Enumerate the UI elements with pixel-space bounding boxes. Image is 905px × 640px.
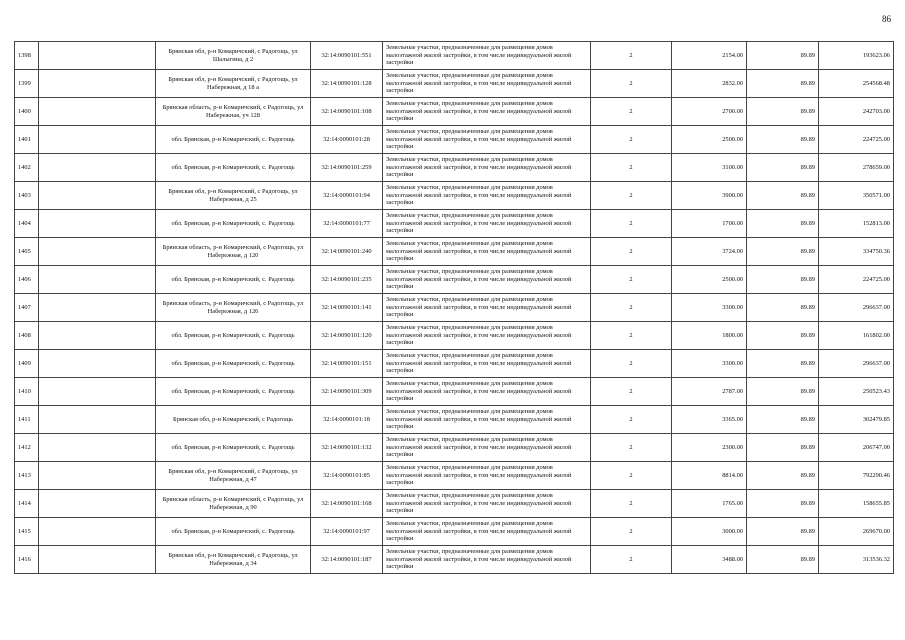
area-cell: 3100.00 bbox=[672, 154, 747, 182]
spacer-cell bbox=[39, 434, 156, 462]
spacer-cell bbox=[39, 518, 156, 546]
rate-cell: 89.89 bbox=[747, 182, 819, 210]
row-number: 1401 bbox=[15, 126, 39, 154]
category-cell: 2 bbox=[591, 266, 672, 294]
cadastral-value-cell: 242703.00 bbox=[819, 98, 894, 126]
rate-cell: 89.89 bbox=[747, 434, 819, 462]
area-cell: 3365.00 bbox=[672, 406, 747, 434]
rate-cell: 89.89 bbox=[747, 490, 819, 518]
cadastral-number-cell: 32:14:0090101:108 bbox=[311, 98, 383, 126]
area-cell: 2500.00 bbox=[672, 266, 747, 294]
address-cell: обл. Брянская, р-н Комаричский, с. Радогощь bbox=[156, 518, 311, 546]
category-cell: 2 bbox=[591, 434, 672, 462]
category-cell: 2 bbox=[591, 378, 672, 406]
rate-cell: 89.89 bbox=[747, 210, 819, 238]
address-cell: Брянская область, р-н Комаричский, с Радогощь, ул Набережная, д 90 bbox=[156, 490, 311, 518]
table-row bbox=[15, 434, 894, 462]
spacer-cell bbox=[39, 322, 156, 350]
row-number: 1403 bbox=[15, 182, 39, 210]
table-body bbox=[15, 42, 894, 574]
table-row bbox=[15, 70, 894, 98]
land-use-description-cell: Земельные участки, предназначенные для размещения домов малоэтажной жилой застройки, в том числе индивидуальной жилой застройки bbox=[383, 126, 591, 154]
cadastral-number-cell: 32:14:0090101:77 bbox=[311, 210, 383, 238]
area-cell: 3724.00 bbox=[672, 238, 747, 266]
spacer-cell bbox=[39, 294, 156, 322]
cadastral-number-cell: 32:14:0090101:97 bbox=[311, 518, 383, 546]
row-number: 1407 bbox=[15, 294, 39, 322]
spacer-cell bbox=[39, 266, 156, 294]
address-cell: Брянская обл, р-н Комаричский, с Радогощь, ул Набережная, д 25 bbox=[156, 182, 311, 210]
cadastral-number-cell: 32:14:0090101:259 bbox=[311, 154, 383, 182]
cadastral-value-cell: 158655.85 bbox=[819, 490, 894, 518]
area-cell: 1800.00 bbox=[672, 322, 747, 350]
spacer-cell bbox=[39, 490, 156, 518]
address-cell: обл. Брянская, р-н Комаричский, с. Радогощь bbox=[156, 154, 311, 182]
category-cell: 2 bbox=[591, 350, 672, 378]
area-cell: 3000.00 bbox=[672, 518, 747, 546]
rate-cell: 89.89 bbox=[747, 378, 819, 406]
land-use-description-cell: Земельные участки, предназначенные для размещения домов малоэтажной жилой застройки, в том числе индивидуальной жилой застройки bbox=[383, 210, 591, 238]
cadastral-number-cell: 32:14:0090101:85 bbox=[311, 462, 383, 490]
table-row bbox=[15, 126, 894, 154]
category-cell: 2 bbox=[591, 70, 672, 98]
category-cell: 2 bbox=[591, 98, 672, 126]
address-cell: обл. Брянская, р-н Комаричский, с. Радогощь bbox=[156, 210, 311, 238]
rate-cell: 89.89 bbox=[747, 322, 819, 350]
area-cell: 8814.00 bbox=[672, 462, 747, 490]
cadastral-value-cell: 161802.00 bbox=[819, 322, 894, 350]
cadastral-number-cell: 32:14:0090101:128 bbox=[311, 70, 383, 98]
row-number: 1408 bbox=[15, 322, 39, 350]
area-cell: 2700.00 bbox=[672, 98, 747, 126]
rate-cell: 89.89 bbox=[747, 462, 819, 490]
page-number: 86 bbox=[882, 14, 891, 24]
land-use-description-cell: Земельные участки, предназначенные для размещения домов малоэтажной жилой застройки, в том числе индивидуальной жилой застройки bbox=[383, 406, 591, 434]
category-cell: 2 bbox=[591, 238, 672, 266]
row-number: 1400 bbox=[15, 98, 39, 126]
rate-cell: 89.89 bbox=[747, 406, 819, 434]
area-cell: 2300.00 bbox=[672, 434, 747, 462]
address-cell: обл. Брянская, р-н Комаричский, с. Радогощь bbox=[156, 350, 311, 378]
cadastral-number-cell: 32:14:0090101:151 bbox=[311, 350, 383, 378]
cadastral-value-cell: 334750.36 bbox=[819, 238, 894, 266]
land-use-description-cell: Земельные участки, предназначенные для размещения домов малоэтажной жилой застройки, в том числе индивидуальной жилой застройки bbox=[383, 350, 591, 378]
address-cell: Брянская область, р-н Комаричский, с Радогощь, ул Набережная, д 126 bbox=[156, 294, 311, 322]
rate-cell: 89.89 bbox=[747, 350, 819, 378]
land-use-description-cell: Земельные участки, предназначенные для размещения домов малоэтажной жилой застройки, в том числе индивидуальной жилой застройки bbox=[383, 490, 591, 518]
row-number: 1402 bbox=[15, 154, 39, 182]
cadastral-value-cell: 152813.00 bbox=[819, 210, 894, 238]
address-cell: обл. Брянская, р-н Комаричский, с. Радогощь bbox=[156, 126, 311, 154]
land-use-description-cell: Земельные участки, предназначенные для размещения домов малоэтажной жилой застройки, в том числе индивидуальной жилой застройки bbox=[383, 546, 591, 574]
cadastral-value-cell: 224725.00 bbox=[819, 266, 894, 294]
table-row bbox=[15, 546, 894, 574]
table-row bbox=[15, 406, 894, 434]
land-use-description-cell: Земельные участки, предназначенные для размещения домов малоэтажной жилой застройки, в том числе индивидуальной жилой застройки bbox=[383, 98, 591, 126]
category-cell: 2 bbox=[591, 126, 672, 154]
address-cell: Брянская обл, р-н Комаричский, с Радогощь, ул Шалыгина, д 2 bbox=[156, 42, 311, 70]
rate-cell: 89.89 bbox=[747, 154, 819, 182]
row-number: 1406 bbox=[15, 266, 39, 294]
cadastral-value-cell: 296637.00 bbox=[819, 294, 894, 322]
land-use-description-cell: Земельные участки, предназначенные для размещения домов малоэтажной жилой застройки, в том числе индивидуальной жилой застройки bbox=[383, 42, 591, 70]
area-cell: 2787.00 bbox=[672, 378, 747, 406]
rate-cell: 89.89 bbox=[747, 42, 819, 70]
spacer-cell bbox=[39, 462, 156, 490]
land-use-description-cell: Земельные участки, предназначенные для размещения домов малоэтажной жилой застройки, в том числе индивидуальной жилой застройки bbox=[383, 518, 591, 546]
spacer-cell bbox=[39, 154, 156, 182]
cadastral-number-cell: 32:14:0090101:18 bbox=[311, 406, 383, 434]
row-number: 1399 bbox=[15, 70, 39, 98]
address-cell: Брянская область, р-н Комаричский, с Радогощь, ул Набережная, уч 128 bbox=[156, 98, 311, 126]
cadastral-number-cell: 32:14:0090101:235 bbox=[311, 266, 383, 294]
spacer-cell bbox=[39, 378, 156, 406]
rate-cell: 89.89 bbox=[747, 70, 819, 98]
cadastral-number-cell: 32:14:0090101:120 bbox=[311, 322, 383, 350]
cadastral-number-cell: 32:14:0090101:141 bbox=[311, 294, 383, 322]
rate-cell: 89.89 bbox=[747, 126, 819, 154]
land-use-description-cell: Земельные участки, предназначенные для размещения домов малоэтажной жилой застройки, в том числе индивидуальной жилой застройки bbox=[383, 462, 591, 490]
row-number: 1405 bbox=[15, 238, 39, 266]
land-use-description-cell: Земельные участки, предназначенные для размещения домов малоэтажной жилой застройки, в том числе индивидуальной жилой застройки bbox=[383, 70, 591, 98]
address-cell: Брянская обл, р-н Комаричский, с Радогощь, ул Набережная, д 47 bbox=[156, 462, 311, 490]
row-number: 1398 bbox=[15, 42, 39, 70]
land-use-description-cell: Земельные участки, предназначенные для размещения домов малоэтажной жилой застройки, в том числе индивидуальной жилой застройки bbox=[383, 294, 591, 322]
category-cell: 2 bbox=[591, 154, 672, 182]
category-cell: 2 bbox=[591, 518, 672, 546]
table-row bbox=[15, 518, 894, 546]
area-cell: 3488.00 bbox=[672, 546, 747, 574]
address-cell: обл. Брянская, р-н Комаричский, с. Радогощь bbox=[156, 378, 311, 406]
cadastral-value-cell: 278659.00 bbox=[819, 154, 894, 182]
rate-cell: 89.89 bbox=[747, 546, 819, 574]
cadastral-value-cell: 254568.48 bbox=[819, 70, 894, 98]
land-register-table bbox=[14, 41, 894, 574]
cadastral-value-cell: 350571.00 bbox=[819, 182, 894, 210]
area-cell: 2500.00 bbox=[672, 126, 747, 154]
table-row bbox=[15, 462, 894, 490]
cadastral-number-cell: 32:14:0090101:94 bbox=[311, 182, 383, 210]
row-number: 1416 bbox=[15, 546, 39, 574]
area-cell: 3300.00 bbox=[672, 350, 747, 378]
address-cell: Брянская обл, р-н Комаричский, с Радогощь, ул Набережная, д 34 bbox=[156, 546, 311, 574]
cadastral-number-cell: 32:14:0090101:240 bbox=[311, 238, 383, 266]
spacer-cell bbox=[39, 238, 156, 266]
table-row bbox=[15, 294, 894, 322]
cadastral-value-cell: 224725.00 bbox=[819, 126, 894, 154]
rate-cell: 89.89 bbox=[747, 518, 819, 546]
table-row bbox=[15, 210, 894, 238]
category-cell: 2 bbox=[591, 294, 672, 322]
category-cell: 2 bbox=[591, 322, 672, 350]
row-number: 1413 bbox=[15, 462, 39, 490]
land-use-description-cell: Земельные участки, предназначенные для размещения домов малоэтажной жилой застройки, в том числе индивидуальной жилой застройки bbox=[383, 154, 591, 182]
cadastral-value-cell: 313536.32 bbox=[819, 546, 894, 574]
table-row bbox=[15, 350, 894, 378]
rate-cell: 89.89 bbox=[747, 238, 819, 266]
table-row bbox=[15, 154, 894, 182]
land-use-description-cell: Земельные участки, предназначенные для размещения домов малоэтажной жилой застройки, в том числе индивидуальной жилой застройки bbox=[383, 378, 591, 406]
row-number: 1410 bbox=[15, 378, 39, 406]
area-cell: 1765.00 bbox=[672, 490, 747, 518]
cadastral-number-cell: 32:14:0090101:28 bbox=[311, 126, 383, 154]
cadastral-number-cell: 32:14:0090101:187 bbox=[311, 546, 383, 574]
cadastral-number-cell: 32:14:0090101:309 bbox=[311, 378, 383, 406]
address-cell: обл. Брянская, р-н Комаричский, с. Радогощь bbox=[156, 434, 311, 462]
table-row bbox=[15, 98, 894, 126]
table-row bbox=[15, 322, 894, 350]
row-number: 1404 bbox=[15, 210, 39, 238]
spacer-cell bbox=[39, 546, 156, 574]
table-row bbox=[15, 266, 894, 294]
spacer-cell bbox=[39, 42, 156, 70]
cadastral-value-cell: 193623.06 bbox=[819, 42, 894, 70]
cadastral-value-cell: 302479.85 bbox=[819, 406, 894, 434]
cadastral-number-cell: 32:14:0090101:551 bbox=[311, 42, 383, 70]
category-cell: 2 bbox=[591, 42, 672, 70]
cadastral-value-cell: 296637.00 bbox=[819, 350, 894, 378]
cadastral-value-cell: 206747.00 bbox=[819, 434, 894, 462]
spacer-cell bbox=[39, 406, 156, 434]
address-cell: Брянская обл, р-н Комаричский, с Радогощь bbox=[156, 406, 311, 434]
category-cell: 2 bbox=[591, 462, 672, 490]
spacer-cell bbox=[39, 98, 156, 126]
rate-cell: 89.89 bbox=[747, 98, 819, 126]
row-number: 1415 bbox=[15, 518, 39, 546]
address-cell: Брянская обл, р-н Комаричский, с Радогощь, ул Набережная, д 18 а bbox=[156, 70, 311, 98]
address-cell: обл. Брянская, р-н Комаричский, с. Радогощь bbox=[156, 266, 311, 294]
category-cell: 2 bbox=[591, 546, 672, 574]
land-use-description-cell: Земельные участки, предназначенные для размещения домов малоэтажной жилой застройки, в том числе индивидуальной жилой застройки bbox=[383, 266, 591, 294]
address-cell: обл. Брянская, р-н Комаричский, с. Радогощь bbox=[156, 322, 311, 350]
table-row bbox=[15, 42, 894, 70]
area-cell: 2832.00 bbox=[672, 70, 747, 98]
area-cell: 3300.00 bbox=[672, 294, 747, 322]
row-number: 1412 bbox=[15, 434, 39, 462]
row-number: 1409 bbox=[15, 350, 39, 378]
row-number: 1414 bbox=[15, 490, 39, 518]
area-cell: 3900.00 bbox=[672, 182, 747, 210]
category-cell: 2 bbox=[591, 406, 672, 434]
rate-cell: 89.89 bbox=[747, 266, 819, 294]
cadastral-value-cell: 250523.43 bbox=[819, 378, 894, 406]
area-cell: 2154.00 bbox=[672, 42, 747, 70]
land-use-description-cell: Земельные участки, предназначенные для размещения домов малоэтажной жилой застройки, в том числе индивидуальной жилой застройки bbox=[383, 322, 591, 350]
table-row bbox=[15, 238, 894, 266]
address-cell: Брянская область, р-н Комаричский, с Радогощь, ул Набережная, д 120 bbox=[156, 238, 311, 266]
row-number: 1411 bbox=[15, 406, 39, 434]
cadastral-number-cell: 32:14:0090101:132 bbox=[311, 434, 383, 462]
table-row bbox=[15, 378, 894, 406]
spacer-cell bbox=[39, 70, 156, 98]
cadastral-value-cell: 792290.46 bbox=[819, 462, 894, 490]
spacer-cell bbox=[39, 350, 156, 378]
category-cell: 2 bbox=[591, 210, 672, 238]
cadastral-number-cell: 32:14:0090101:168 bbox=[311, 490, 383, 518]
table-row bbox=[15, 490, 894, 518]
spacer-cell bbox=[39, 210, 156, 238]
spacer-cell bbox=[39, 182, 156, 210]
land-use-description-cell: Земельные участки, предназначенные для размещения домов малоэтажной жилой застройки, в том числе индивидуальной жилой застройки bbox=[383, 182, 591, 210]
cadastral-value-cell: 269670.00 bbox=[819, 518, 894, 546]
category-cell: 2 bbox=[591, 490, 672, 518]
area-cell: 1700.00 bbox=[672, 210, 747, 238]
table-row bbox=[15, 182, 894, 210]
category-cell: 2 bbox=[591, 182, 672, 210]
spacer-cell bbox=[39, 126, 156, 154]
land-use-description-cell: Земельные участки, предназначенные для размещения домов малоэтажной жилой застройки, в том числе индивидуальной жилой застройки bbox=[383, 238, 591, 266]
land-use-description-cell: Земельные участки, предназначенные для размещения домов малоэтажной жилой застройки, в том числе индивидуальной жилой застройки bbox=[383, 434, 591, 462]
rate-cell: 89.89 bbox=[747, 294, 819, 322]
